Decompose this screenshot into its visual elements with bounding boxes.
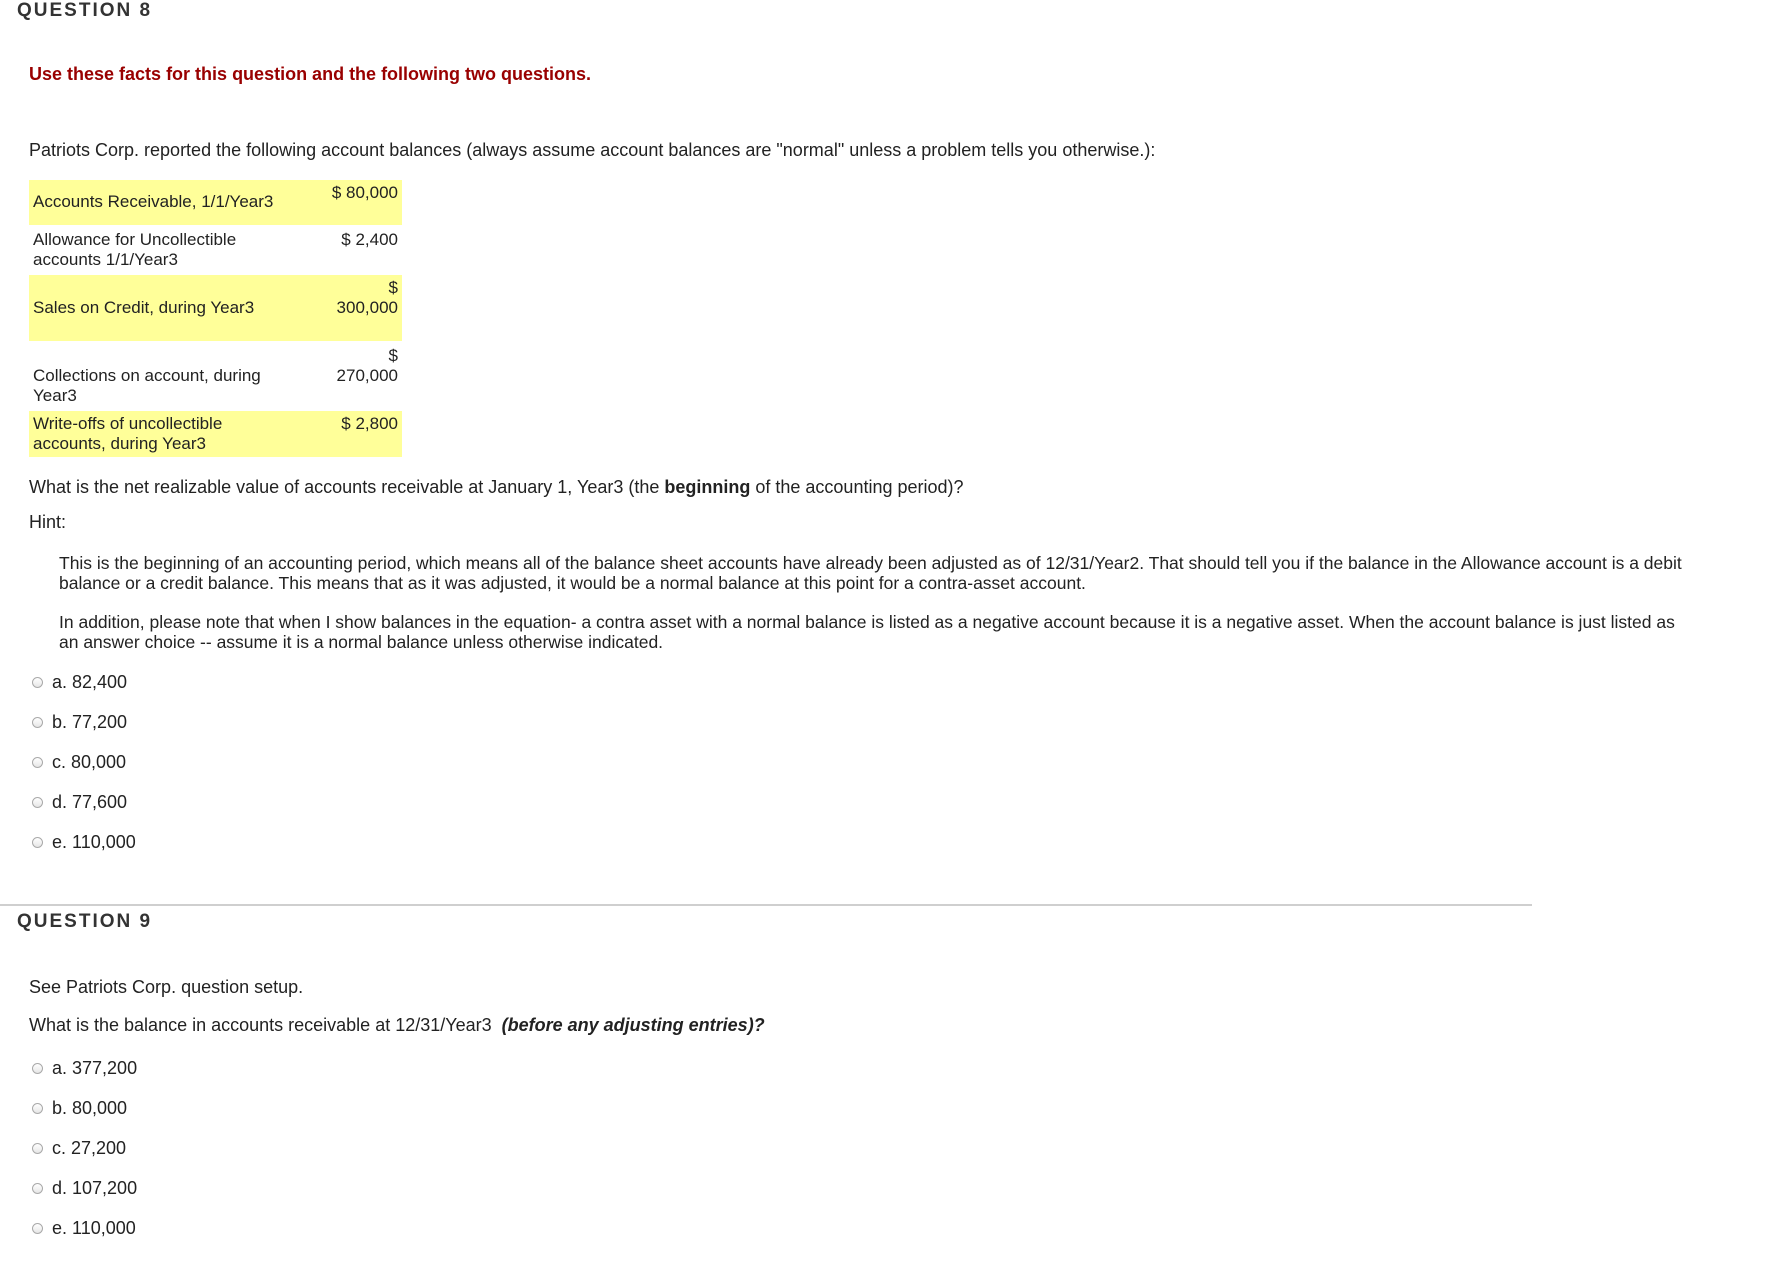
- question-text: of the accounting period)?: [750, 477, 964, 497]
- choice-label[interactable]: c. 27,200: [52, 1137, 127, 1158]
- radio-button[interactable]: [32, 1063, 43, 1074]
- choice-label[interactable]: b. 80,000: [52, 1097, 128, 1118]
- balance-label: Sales on Credit, during Year3: [33, 298, 255, 317]
- question-9-setup: See Patriots Corp. question setup.: [29, 977, 304, 997]
- balance-label: Collections on account, during Year3: [33, 366, 261, 405]
- question-text: What is the net realizable value of accounts receivable at January 1, Year3 (the: [29, 477, 665, 497]
- answer-choice[interactable]: [32, 670, 127, 694]
- choice-label[interactable]: e. 110,000: [52, 1217, 136, 1238]
- answer-choice[interactable]: [32, 1216, 136, 1240]
- balance-value: 300,000: [336, 298, 398, 317]
- answer-choice[interactable]: [32, 710, 127, 734]
- radio-button[interactable]: [32, 1143, 43, 1154]
- radio-button[interactable]: [32, 1223, 43, 1234]
- balance-value: 270,000: [336, 366, 398, 385]
- balance-value: $ 2,800: [341, 414, 398, 433]
- answer-choice[interactable]: [32, 1056, 137, 1080]
- question-text: What is the balance in accounts receivable at 12/31/Year3: [29, 1015, 502, 1035]
- answer-choice[interactable]: [32, 1176, 137, 1200]
- question-8-prompt: [29, 477, 964, 498]
- table-row: [29, 180, 402, 225]
- balance-label: Allowance for Uncollectible accounts 1/1/Year3: [33, 230, 237, 269]
- radio-button[interactable]: [32, 677, 43, 688]
- table-row: [29, 411, 402, 457]
- choice-label[interactable]: d. 107,200: [52, 1177, 138, 1198]
- hint-paragraph: In addition, please note that when I show balances in the equation- a contra asset with a normal balance is listed as a negative account because it is a negative asset. When the account balance is just listed as an answer choice -- assume it is a normal balance unless otherwise indicated.: [59, 612, 1675, 652]
- question-emphasis: beginning: [664, 477, 751, 497]
- question-8-header: QUESTION 8: [17, 0, 153, 21]
- hint-paragraph: This is the beginning of an accounting period, which means all of the balance sheet accounts have already been adjusted as of 12/31/Year2. That should tell you if the balance in the Allowance account is a debit balance or a credit balance. This means that as it was adjusted, it would be a normal balance at this point for a contra-asset account.: [59, 553, 1682, 593]
- balance-value: $ 2,400: [341, 230, 398, 249]
- table-row: [29, 343, 402, 409]
- answer-choice[interactable]: [32, 1096, 127, 1120]
- question-emphasis: (before any adjusting entries)?: [501, 1015, 765, 1035]
- question-intro: Use these facts for this question and the following two questions.: [29, 64, 592, 84]
- answer-choice[interactable]: [32, 830, 136, 854]
- hint-label: Hint:: [29, 512, 67, 532]
- choice-label[interactable]: a. 377,200: [52, 1057, 138, 1078]
- balance-value: $: [388, 346, 398, 365]
- balance-label: Accounts Receivable, 1/1/Year3: [33, 192, 274, 211]
- choice-label[interactable]: b. 77,200: [52, 711, 128, 732]
- question-setup-text: Patriots Corp. reported the following account balances (always assume account balances are "normal" unless a problem tells you otherwise.):: [29, 140, 1156, 160]
- radio-button[interactable]: [32, 1103, 43, 1114]
- question-divider: [0, 904, 1532, 906]
- choice-label[interactable]: a. 82,400: [52, 671, 128, 692]
- balance-label: Write-offs of uncollectible accounts, during Year3: [33, 414, 223, 453]
- choice-label[interactable]: c. 80,000: [52, 751, 127, 772]
- radio-button[interactable]: [32, 1183, 43, 1194]
- balance-value: $ 80,000: [331, 183, 398, 202]
- question-9-prompt: [29, 1015, 765, 1036]
- radio-button[interactable]: [32, 717, 43, 728]
- balance-value: $: [388, 278, 398, 297]
- answer-choice[interactable]: [32, 750, 126, 774]
- radio-button[interactable]: [32, 757, 43, 768]
- radio-button[interactable]: [32, 837, 43, 848]
- answer-choice[interactable]: [32, 1136, 126, 1160]
- choice-label[interactable]: d. 77,600: [52, 791, 128, 812]
- radio-button[interactable]: [32, 797, 43, 808]
- choice-label[interactable]: e. 110,000: [52, 831, 136, 852]
- table-row: [29, 275, 402, 341]
- answer-choice[interactable]: [32, 790, 127, 814]
- table-row: [29, 227, 402, 273]
- question-9-header: QUESTION 9: [17, 911, 153, 932]
